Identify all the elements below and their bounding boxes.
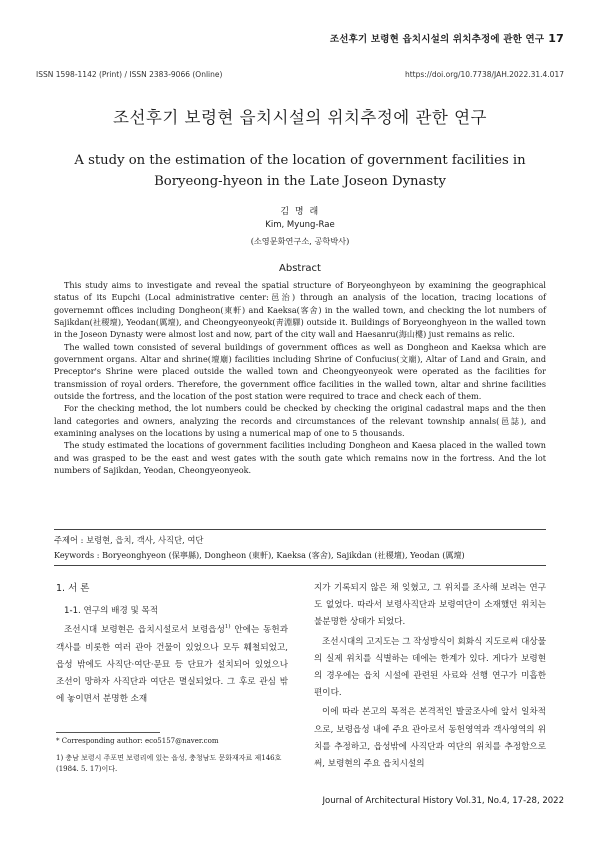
doi-link[interactable]: https://doi.org/10.7738/JAH.2022.31.4.017 [404, 70, 564, 79]
abstract-body [54, 279, 546, 477]
footnote-ref[interactable]: 1) [224, 624, 231, 631]
running-header-title: 조선후기 보령현 읍치시설의 위치추정에 관한 연구 [329, 34, 545, 45]
divider [54, 529, 546, 530]
subsection-heading: 1-1. 연구의 배경 및 목적 [64, 606, 159, 617]
page-number: 17 [548, 32, 564, 45]
footnote-divider [56, 732, 160, 733]
abstract-paragraph: For the checking method, the lot numbers could be checked by checking the original cadastral maps and the then land categories and owners, analyzing the records and circumstances of the relevant township annals(邑誌), and examining analyses on the locations by using a numerical map of one to 5 thousands. [54, 403, 546, 439]
keywords-english: Keywords : Boryeonghyeon (保寧縣), Dongheon (東軒), Kaeksa (客舍), Sajikdan (社稷壇), Yeodan (厲壇) [54, 550, 465, 560]
corresponding-author-note: * Corresponding author: eco5157@naver.com [56, 737, 219, 745]
title-english: A study on the estimation of the location of government facilities in Boryeong-hyeon in the Late Joseon Dynasty [74, 153, 526, 189]
abstract-heading: Abstract [279, 263, 321, 274]
body-paragraph: 조선시대의 고지도는 그 작성방식이 회화식 지도로써 대상물의 실제 위치를 식별하는 데에는 한계가 있다. 게다가 보령현의 경우에는 읍치 시설에 관련된 사료와 선행 연구가 미흡한 편이다. [314, 636, 546, 699]
author-english: Kim, Myung-Rae [265, 220, 335, 230]
section-heading: 1. 서 론 [56, 583, 90, 594]
journal-footer: Journal of Architectural History Vol.31, No.4, 17-28, 2022 [322, 796, 564, 806]
title-korean: 조선후기 보령현 읍치시설의 위치추정에 관한 연구 [113, 108, 487, 127]
body-column-right [314, 580, 546, 773]
divider [54, 565, 546, 566]
abstract-paragraph: This study aims to investigate and reveal the spatial structure of Boryeonghyeon by examining the geographical status of its Eupchi (Local administrative center:邑治) through an analysis of the location, tracing locations of governemnt offices including Dongheon(東軒) and Kaeksa(客舍) in the walled town, and checking the lot numbers of Sajikdan(社稷壇), Yeodan(厲壇), and Cheongyeonyeok(靑淵驛) outside it. Buildings of Boryeonghyeon in the walled town in the Joseon Dynasty were almost lost and now, part of the city wall and Haesanru(海山樓) just remains as relic. [54, 280, 546, 340]
body-column-left [56, 580, 288, 708]
body-paragraph: 이에 따라 본고의 목적은 본격적인 발굴조사에 앞서 일차적으로, 보령읍성 내에 주요 관아로서 동헌영역과 객사영역의 위치를 추정하고, 읍성밖에 사직단과 여단의 위치를 추정함으로써, 보령현의 주요 읍치시설의 [314, 707, 546, 770]
running-header [330, 31, 564, 45]
affiliation: (소영문화연구소, 공학박사) [250, 236, 350, 246]
keywords-korean: 주제어 : 보령현, 읍치, 객사, 사직단, 여단 [54, 535, 204, 545]
abstract-paragraph: The study estimated the locations of government facilities including Dongheon and Kaesa placed in the walled town and was grasped to be the east and west gates with the south gate which remains now in the fortress. And the lot numbers of Sajikdan, Yeodan, Cheongyeonyeok. [54, 440, 546, 476]
abstract-paragraph: The walled town consisted of several buildings of government offices as well as Dongheon and Kaeksa which are government organs. Altar and shrine(壇廟) facilities including Shrine of Confucius(文廟), Altar of Land and Grain, and Preceptor's Shrine were placed outside the walled town and Cheongyeonyeok were operated as the facilities for transmission of royal orders. Therefore, the government office facilities in the walled town, altar and shrine facilities outside the fortress, and the location of the post station were required to trace and check each of them. [54, 341, 546, 402]
footnote: 1) 충남 보령시 주포면 보령리에 있는 읍성, 충청남도 문화재자료 제146호(1984. 5. 17)이다. [56, 754, 282, 773]
body-paragraph: 조선시대 보령현은 읍치시설로서 보령읍성$^{1)}$ 안에는 동헌과 객사를 비롯한 여러 관아 건물이 있었으나 모두 훼철되었고, 읍성 밖에도 사직단·여단·문묘 등 단묘가 설치되어 있었으나 조선이 망하자 사직단과 여단은 멸실되었다. 그 후로 관심 밖에 놓이면서 분명한 소재 [56, 624, 288, 705]
author-korean: 김 명 래 [280, 207, 320, 217]
body-paragraph: 지가 기록되지 않은 채 잊혔고, 그 위치를 조사해 보려는 연구도 없었다. 따라서 보령사직단과 보령여단이 소재했던 위치는 불분명한 상태가 되었다. [314, 583, 546, 628]
issn: ISSN 1598-1142 (Print) / ISSN 2383-9066 (Online) [36, 70, 223, 79]
